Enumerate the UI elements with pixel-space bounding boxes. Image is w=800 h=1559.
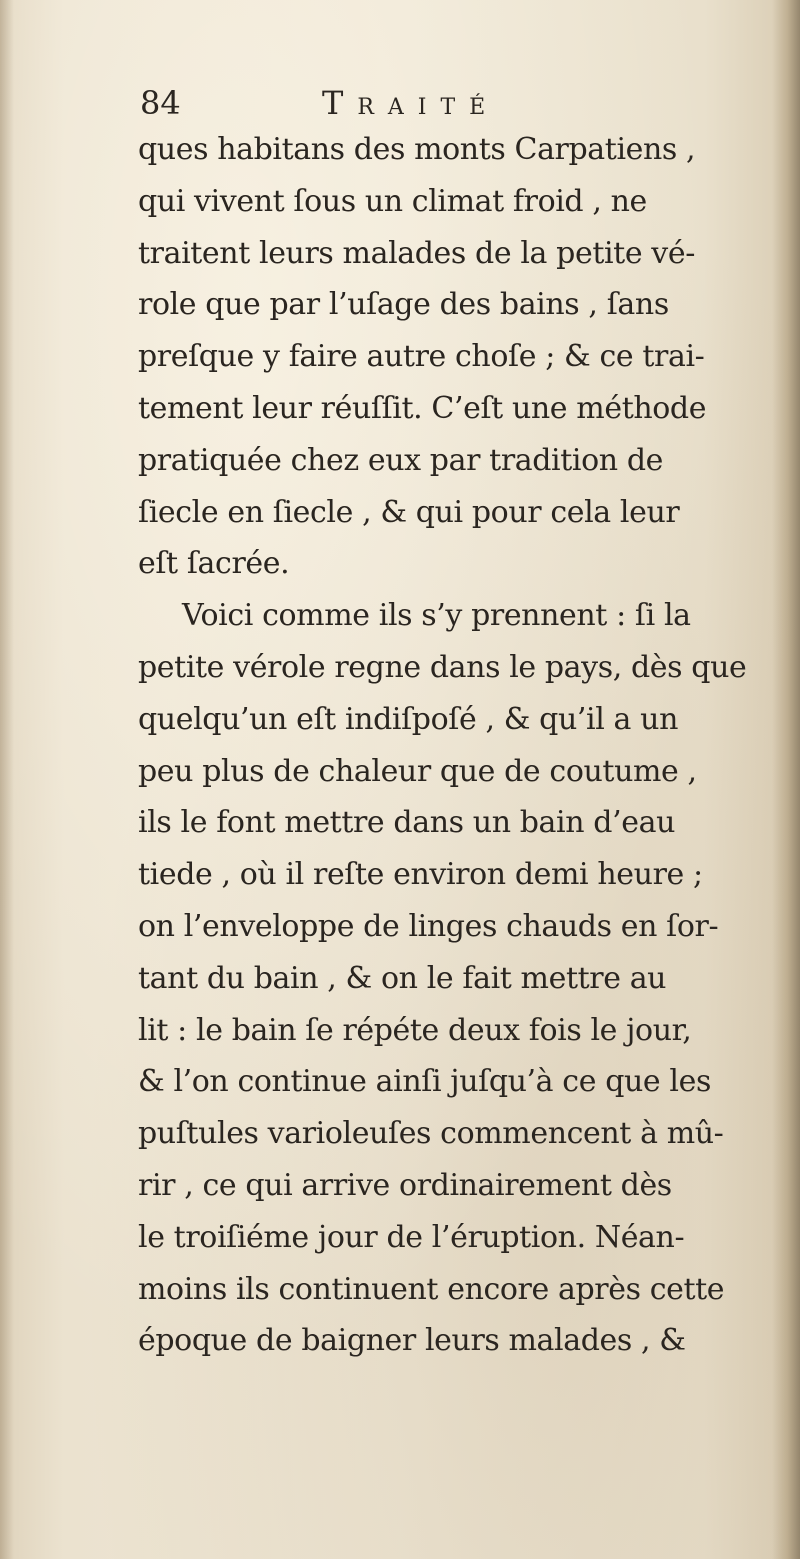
text-line: puſtules varioleuſes commencent à mû-	[138, 1116, 724, 1152]
text-line: tement leur réuſſit. C’eſt une méthode	[138, 390, 707, 426]
text-line: tant du bain , & on le fait mettre au	[138, 960, 667, 996]
text-line: quelqu’un eſt indiſpoſé , & qu’il a un	[138, 701, 679, 737]
text-line: & l’on continue ainſi juſqu’à ce que les	[138, 1064, 711, 1100]
text-line: on l’enveloppe de linges chauds en ſor-	[138, 908, 719, 944]
paragraph-2	[138, 590, 747, 1367]
text-line: role que par l’uſage des bains , ſans	[138, 287, 669, 323]
text-line: ils le font mettre dans un bain d’eau	[138, 805, 675, 841]
running-title: Traité	[322, 84, 500, 122]
page-gutter-shadow	[0, 0, 14, 1559]
paragraph-1	[138, 124, 738, 590]
text-line: moins ils continuent encore après cette	[138, 1271, 725, 1307]
text-line: petite vérole regne dans le pays, dès que	[138, 649, 747, 685]
text-line: ſiecle en ſiecle , & qui pour cela leur	[138, 494, 680, 530]
text-line: pratiquée chez eux par tradition de	[138, 442, 663, 478]
text-line: qui vivent ſous un climat froid , ne	[138, 183, 647, 219]
text-line: rir , ce qui arrive ordinairement dès	[138, 1167, 672, 1203]
text-line: peu plus de chaleur que de coutume ,	[138, 753, 697, 789]
page-header	[140, 78, 740, 128]
text-line: époque de baigner leurs malades , &	[138, 1323, 686, 1359]
page-edge-shadow	[772, 0, 800, 1559]
body-text	[138, 124, 747, 1367]
text-line: traitent leurs malades de la petite vé-	[138, 235, 695, 271]
text-line: tiede , où il reſte environ demi heure ;	[138, 857, 703, 893]
text-line: preſque y faire autre choſe ; & ce trai-	[138, 339, 705, 375]
text-line: le troiſiéme jour de l’éruption. Néan-	[138, 1219, 685, 1255]
page-number: 84	[140, 84, 181, 122]
text-line: lit : le bain ſe répéte deux fois le jour,	[138, 1012, 692, 1048]
text-line: Voici comme ils s’y prennent : ſi la	[182, 598, 691, 634]
text-line: ques habitans des monts Carpatiens ,	[138, 132, 696, 167]
text-line: eſt ſacrée.	[138, 546, 290, 582]
